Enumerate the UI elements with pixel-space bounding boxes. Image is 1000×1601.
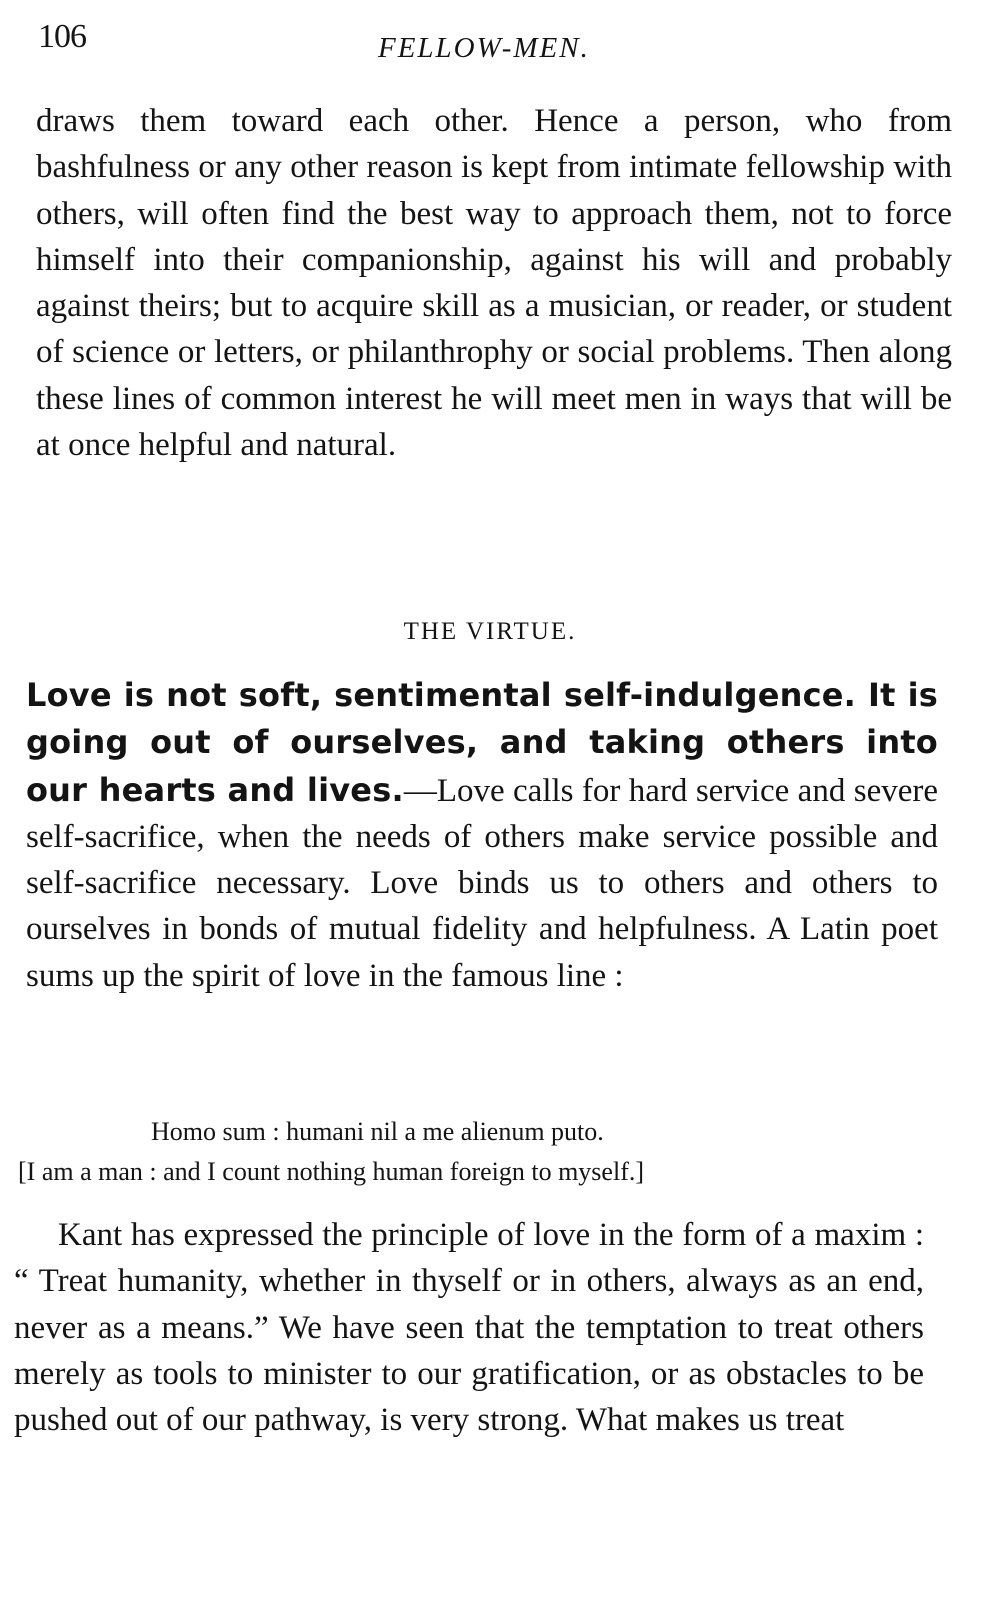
paragraph-1-text: draws them toward each other. Hence a person, who from bashfulness or any other reason is kept from intimate fellowship with others, will often find the best way to approach them, not to force himself into their companionship, against his will and probably against theirs; but to acquire skill as a musician, or reader, or student of science or letters, or philanthrophy or social problems. Then along these lines of common interest he will meet men in ways that will be at once helpful and natural. bbox=[36, 103, 952, 464]
page-number: 106 bbox=[38, 18, 86, 55]
latin-quotation bbox=[18, 1112, 938, 1192]
running-head: FELLOW-MEN. bbox=[378, 32, 590, 64]
section-heading: THE VIRTUE. bbox=[403, 618, 577, 645]
paragraph-2-lead: Love is not soft, sentimental self-indulgence. It is going out of ourselves, and taking others into our hearts and lives. bbox=[26, 676, 938, 809]
paragraph-continuation bbox=[36, 98, 952, 468]
paragraph-2-text: —Love calls for hard service and severe self-sacrifice, when the needs of others make service possible and self-sacrifice necessary. Love binds us to others and others to ourselves in bonds of mutual fidelity and helpfulness. A Latin poet sums up the spirit of love in the famous line : bbox=[26, 772, 938, 994]
quote-translation: [I am a man : and I count nothing human foreign to myself.] bbox=[18, 1157, 645, 1186]
paragraph-kant bbox=[14, 1212, 924, 1443]
paragraph-3-text: Kant has expressed the principle of love in the form of a maxim : “ Treat humanity, whether in thyself or in others, always as an end, never as a means.” We have seen that the temptation to treat others merely as tools to minister to our gratification, or as obstacles to be pushed out of our pathway, is very strong. What makes us treat bbox=[14, 1217, 924, 1439]
page-header bbox=[38, 18, 958, 68]
paragraph-virtue bbox=[26, 672, 938, 999]
quote-latin: Homo sum : humani nil a me alienum puto. bbox=[151, 1117, 604, 1146]
